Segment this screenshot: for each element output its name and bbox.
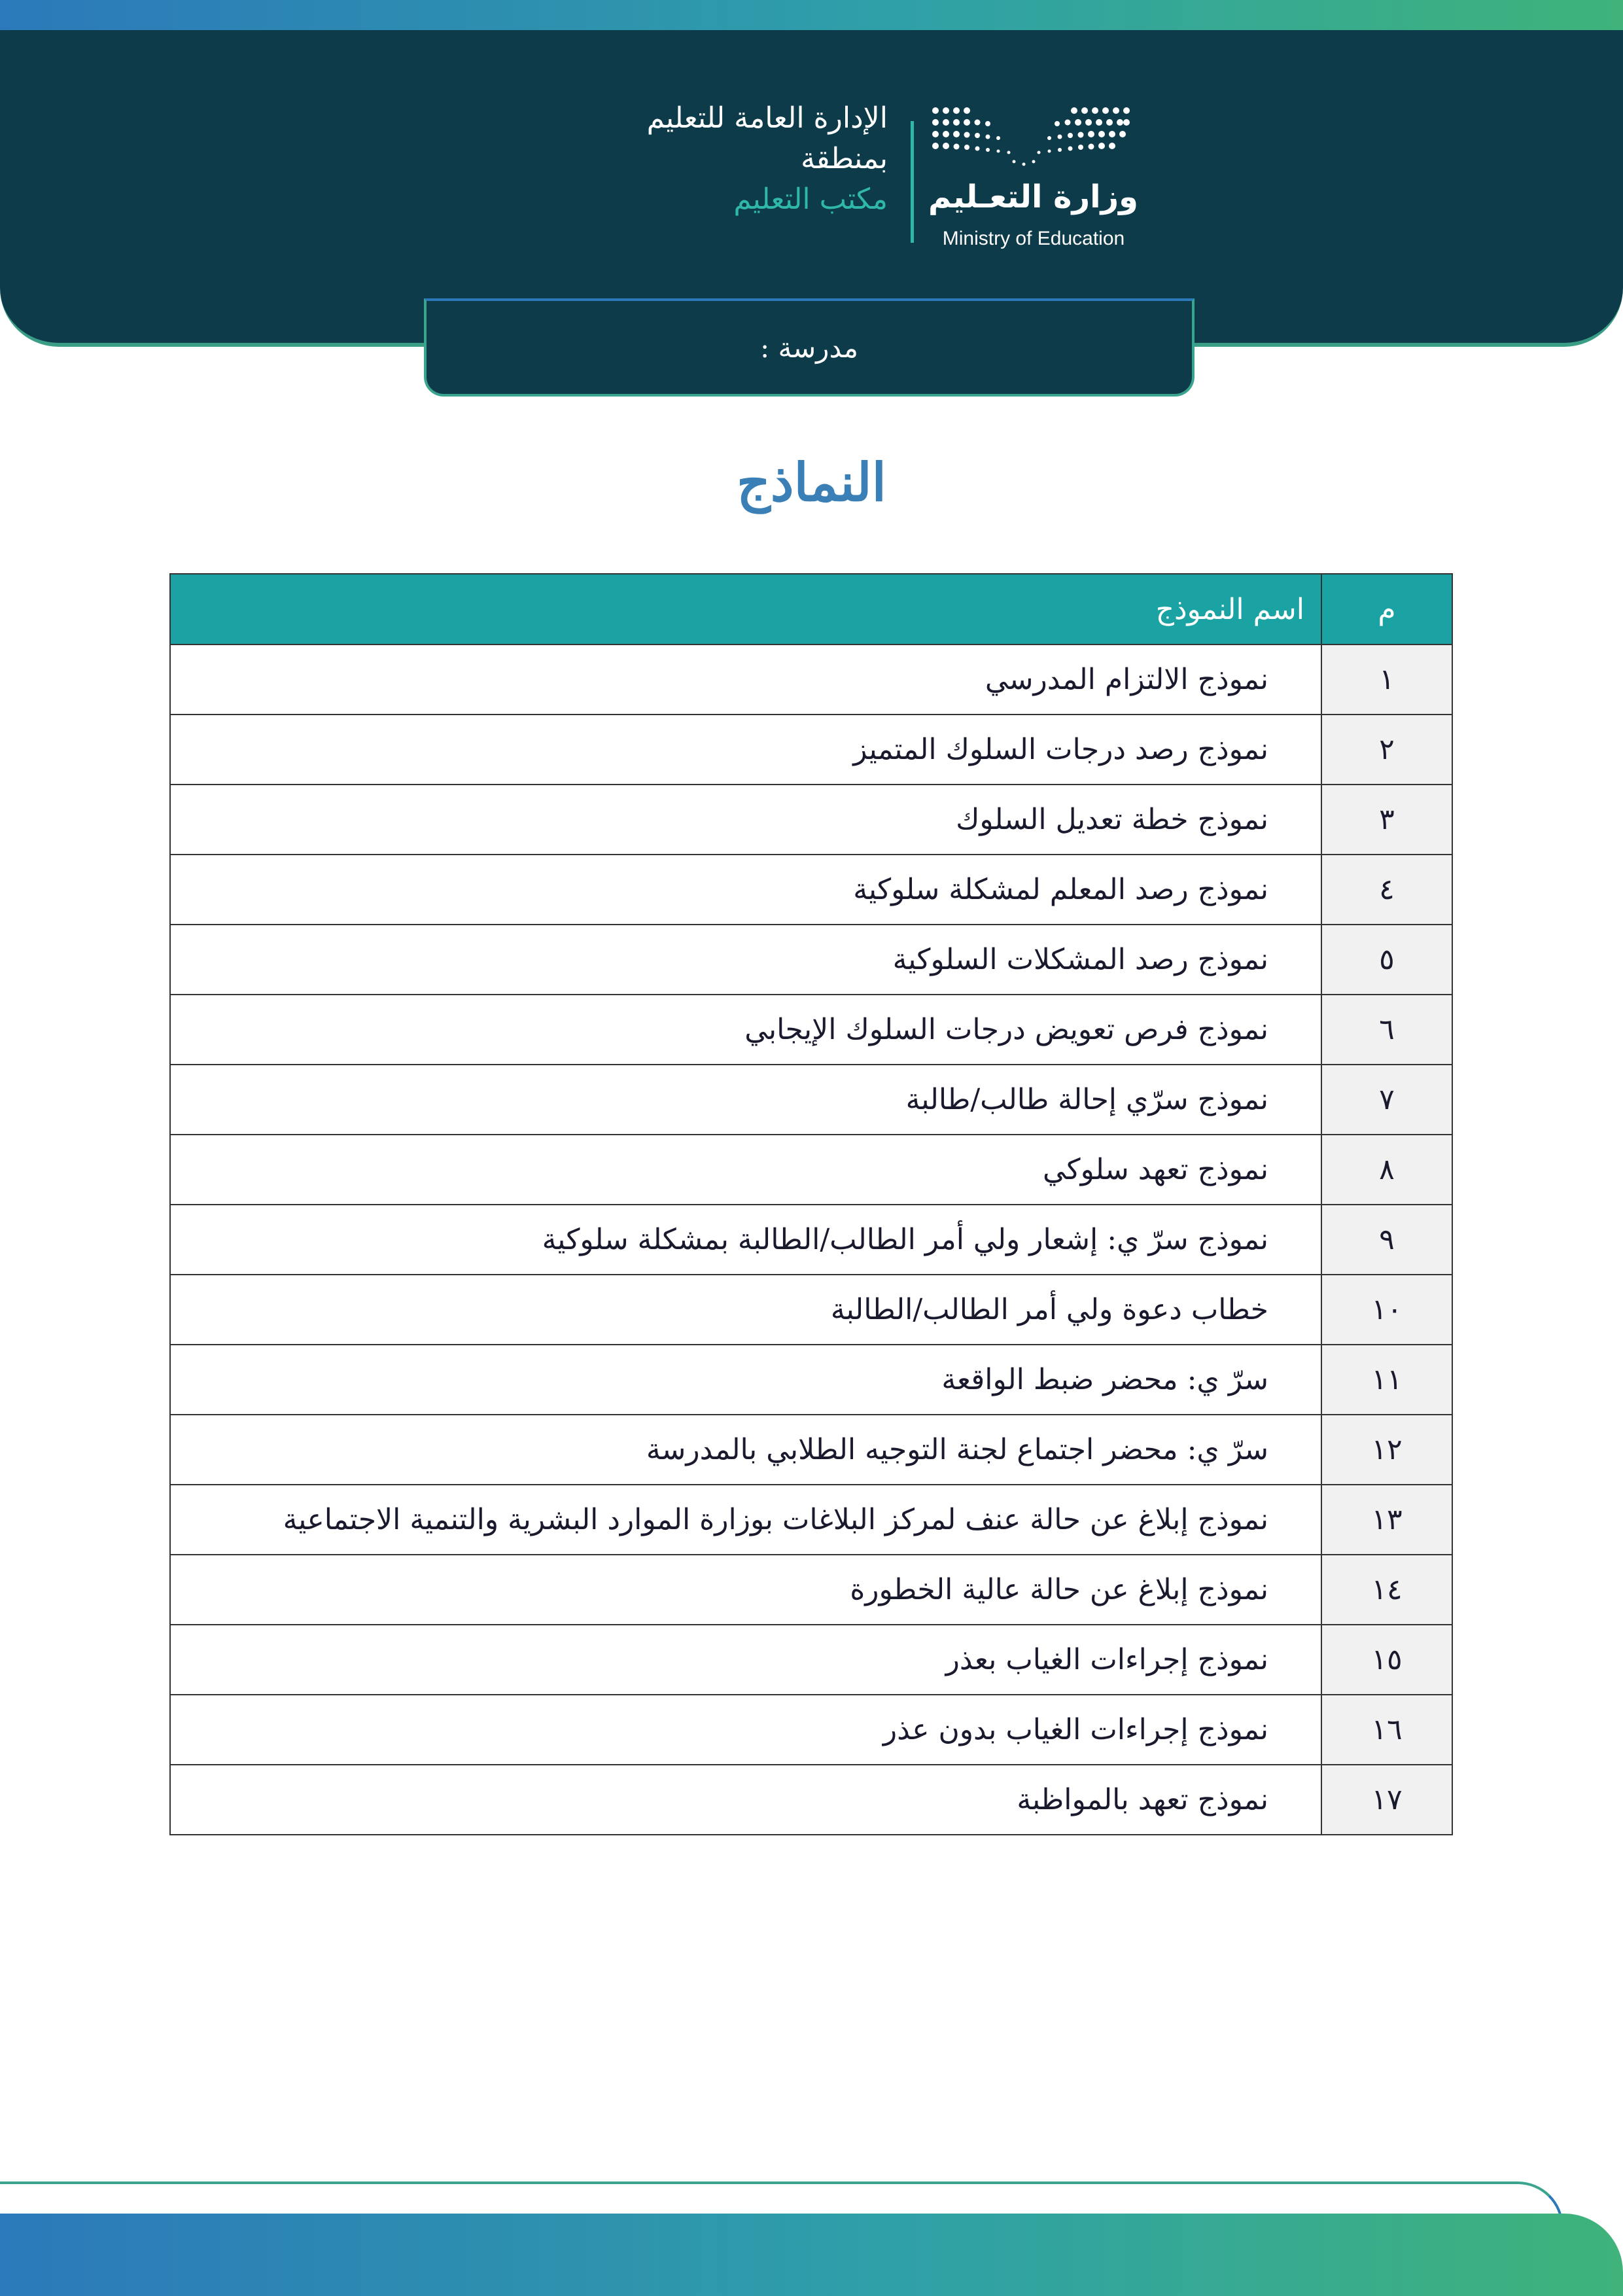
footer-gradient-band <box>0 2214 1623 2296</box>
table-row <box>170 1625 1452 1695</box>
ministry-dots-icon <box>929 101 1138 173</box>
row-number: ٦ <box>1321 995 1452 1065</box>
directorate-line-1: الإدارة العامة للتعليم <box>646 101 888 135</box>
row-form-name: نموذج إجراءات الغياب بعذر <box>170 1625 1321 1695</box>
row-number: ٧ <box>1321 1065 1452 1135</box>
table-row <box>170 1205 1452 1275</box>
school-label: مدرسة : <box>759 331 859 364</box>
table-row <box>170 785 1452 855</box>
table-row <box>170 1415 1452 1485</box>
row-form-name: سرّ ي: محضر اجتماع لجنة التوجيه الطلابي بالمدرسة <box>170 1415 1321 1485</box>
table-row <box>170 1555 1452 1625</box>
row-form-name: سرّ ي: محضر ضبط الواقعة <box>170 1345 1321 1415</box>
row-form-name: نموذج تعهد سلوكي <box>170 1135 1321 1205</box>
logo-arabic-text: وزارة التعـليم <box>928 179 1138 215</box>
row-number: ١٤ <box>1321 1555 1452 1625</box>
row-number: ٢ <box>1321 715 1452 785</box>
row-number: ١٢ <box>1321 1415 1452 1485</box>
ministry-logo <box>929 101 1138 258</box>
row-form-name: نموذج سرّي إحالة طالب/طالبة <box>170 1065 1321 1135</box>
row-form-name: نموذج إبلاغ عن حالة عالية الخطورة <box>170 1555 1321 1625</box>
row-number: ٩ <box>1321 1205 1452 1275</box>
row-number: ١٦ <box>1321 1695 1452 1765</box>
table-row <box>170 1765 1452 1835</box>
row-form-name: نموذج رصد المشكلات السلوكية <box>170 925 1321 995</box>
education-office-line: مكتب التعليم <box>733 183 888 216</box>
school-name-tab <box>424 298 1195 397</box>
table-row <box>170 1135 1452 1205</box>
header-form-name: اسم النموذج <box>170 574 1321 645</box>
row-number: ١١ <box>1321 1345 1452 1415</box>
row-number: ٨ <box>1321 1135 1452 1205</box>
table-header-row <box>170 574 1452 645</box>
top-gradient-strip <box>0 0 1623 30</box>
table-row <box>170 645 1452 715</box>
table-row <box>170 1695 1452 1765</box>
table-row <box>170 1065 1452 1135</box>
row-form-name: نموذج خطة تعديل السلوك <box>170 785 1321 855</box>
row-form-name: خطاب دعوة ولي أمر الطالب/الطالبة <box>170 1275 1321 1345</box>
directorate-line-2: بمنطقة <box>801 142 888 175</box>
row-form-name: نموذج إبلاغ عن حالة عنف لمركز البلاغات بوزارة الموارد البشرية والتنمية الاجتماعية <box>170 1485 1321 1555</box>
row-number: ٣ <box>1321 785 1452 855</box>
row-number: ١٣ <box>1321 1485 1452 1555</box>
table-row <box>170 855 1452 925</box>
table-row <box>170 1345 1452 1415</box>
table-row <box>170 715 1452 785</box>
row-form-name: نموذج الالتزام المدرسي <box>170 645 1321 715</box>
row-number: ٥ <box>1321 925 1452 995</box>
header-number: م <box>1321 574 1452 645</box>
row-form-name: نموذج رصد المعلم لمشكلة سلوكية <box>170 855 1321 925</box>
table-row <box>170 925 1452 995</box>
row-form-name: نموذج رصد درجات السلوك المتميز <box>170 715 1321 785</box>
row-number: ٤ <box>1321 855 1452 925</box>
forms-table <box>169 573 1453 1835</box>
row-number: ١ <box>1321 645 1452 715</box>
row-number: ١٠ <box>1321 1275 1452 1345</box>
table-row <box>170 1485 1452 1555</box>
table-row <box>170 995 1452 1065</box>
row-form-name: نموذج سرّ ي: إشعار ولي أمر الطالب/الطالبة بمشكلة سلوكية <box>170 1205 1321 1275</box>
header-divider <box>911 121 914 243</box>
row-number: ١٥ <box>1321 1625 1452 1695</box>
row-form-name: نموذج إجراءات الغياب بدون عذر <box>170 1695 1321 1765</box>
page-title: النماذج <box>737 451 886 513</box>
directorate-block <box>647 98 888 220</box>
row-form-name: نموذج تعهد بالمواظبة <box>170 1765 1321 1835</box>
logo-english-text: Ministry of Education <box>942 228 1125 249</box>
table-row <box>170 1275 1452 1345</box>
row-number: ١٧ <box>1321 1765 1452 1835</box>
row-form-name: نموذج فرص تعويض درجات السلوك الإيجابي <box>170 995 1321 1065</box>
